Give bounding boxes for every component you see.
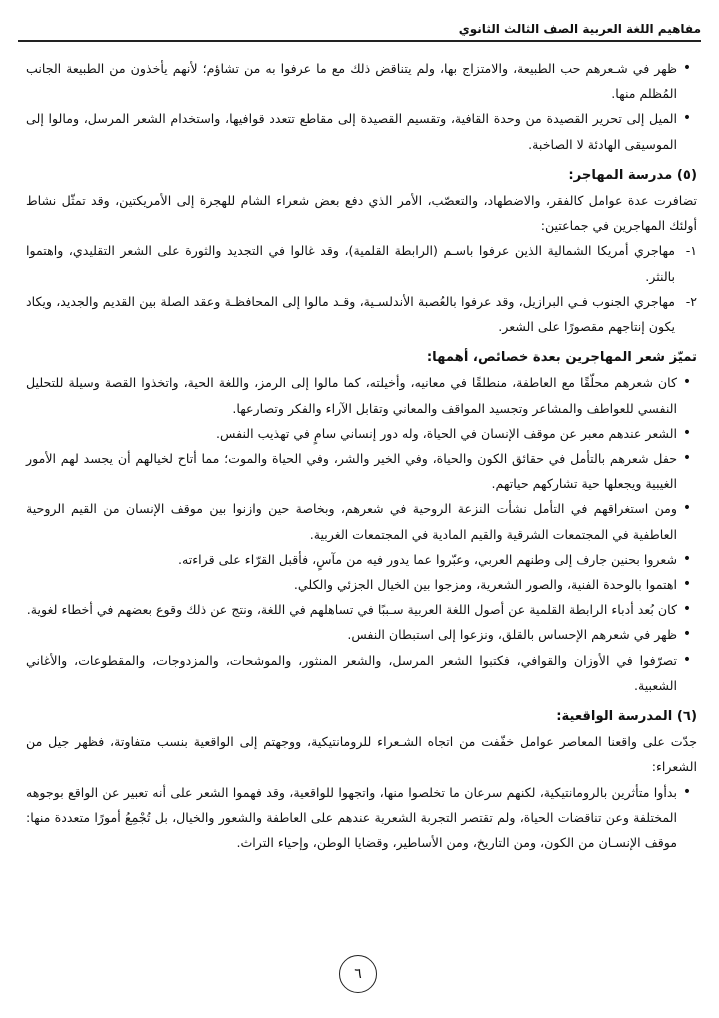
item-number: ١- [685,243,697,259]
bullet-item [26,622,697,647]
bullet-icon: • [682,783,692,800]
page-number: ٦ [339,955,377,993]
bullet-item [26,106,697,156]
bullet-item [26,780,697,856]
bullet-text: ومن استغراقهم في التأمل نشأت النزعة الروحية في شعرهم، وبخاصة حين وازنوا بين موقف الإنسان من القيم الروحية العاطفية في المجتمعات الشرقية والقيم المادية في المجتمعات الغربية. [26,501,677,542]
bullet-text: حفل شعرهم بالتأمل في حقائق الكون والحياة، وفي الخير والشر، وفي الحياة والموت؛ مما أتاح لخيالهم أن يجسد لهم الأمور الغيبية ويجعلها حية تشاركهم حياتهم. [26,451,677,492]
bullet-text: تصرّفوا في الأوزان والقوافي، فكتبوا الشعر المرسل، والشعر المنثور، والموشحات، والمزدوجات، والمقطوعات، والأغاني الشعبية. [26,652,677,693]
section-heading: (٥) مدرسة المهاجر: [568,167,697,183]
bullet-icon: • [682,60,692,76]
bullet-icon: • [682,110,692,127]
bullet-item [26,370,697,420]
bullet-icon: • [682,450,692,467]
bullet-icon: • [682,550,692,567]
features-heading: تميّز شعر المهاجرين بعدة خصائص، أهمها: [426,350,697,366]
bullet-text: الميل إلى تحرير القصيدة من وحدة القافية، وتقسيم القصيدة إلى مقاطع تتعدد قوافيها، واستخدام الشعر المرسل، ومالوا إلى الموسيقى الهادئة لا الصاخبة. [26,111,677,152]
bullet-item [26,421,697,446]
page-header: مفاهيم اللغة العربية الصف الثالث الثانوي [18,22,701,42]
bullet-text: ظهر في شـعرهم حب الطبيعة، والامتزاج بها، ولم يتناقض ذلك مع ما عرفوا به من تشاؤم؛ لأنهم يأخذون من الطبيعة الجانب المُظلم منها. [26,61,677,102]
bullet-text: اهتموا بالوحدة الفنية، والصور الشعرية، ومزجوا بين الخيال الجزئي والكلي. [293,577,677,593]
numbered-item [26,238,697,288]
bullet-icon: • [682,500,692,517]
bullet-icon: • [682,626,692,643]
item-number: ٢- [685,293,697,309]
bullet-item [26,446,697,496]
section-intro: تضافرت عدة عوامل كالفقر، والاضطهاد، والتعصّب، الأمر الذي دفع بعض شعراء الشام للهجرة إلى الأمريكتين، وقد تمثّل نشاط أولئك المهاجرين في جماعتين: [26,193,697,234]
bullet-item [26,648,697,698]
bullet-text: الشعر عندهم معبر عن موقف الإنسان في الحياة، وله دور إنساني سامٍ في تهذيب النفس. [216,425,677,441]
bullet-icon: • [682,601,692,618]
bullet-text: كان بُعد أدباء الرابطة القلمية عن أصول اللغة العربية سـببًا في تساهلهم في اللغة، ونتج عن ذلك وقوع بعضهم في أخطاء لغوية. [26,602,677,618]
bullet-text: ظهر في شعرهم الإحساس بالقلق، ونزعوا إلى استبطان النفس. [347,627,677,643]
bullet-item [26,547,697,572]
bullet-text: شعروا بحنين جارف إلى وطنهم العربي، وعبّروا عما يدور فيه من مآسٍ، فأقبل القرّاء على قراءته. [177,551,677,567]
bullet-text: كان شعرهم محلّقًا مع العاطفة، منطلقًا في معانيه، وأخيلته، كما مالوا إلى الرمز، واللغة الحية، واتخذوا القصة وسيلة للتحليل النفسي للعواطف والمشاعر وتجسيد المواقف والمعاني وتقابل الآراء والفكر وتصارعها. [26,375,677,416]
section-intro: جدّت على واقعنا المعاصر عوامل خفّفت من اتجاه الشـعراء للرومانتيكية، ووجهتم إلى الواقعية بنسب متفاوتة، فظهر جيل من الشعراء: [26,734,697,775]
bullet-item [26,496,697,546]
page-content [26,56,697,855]
bullet-icon: • [682,374,692,391]
bullet-item [26,56,697,106]
numbered-item [26,289,697,339]
bullet-item [26,572,697,597]
bullet-icon: • [682,576,692,593]
item-text: مهاجري أمريكا الشمالية الذين عرفوا باسـم (الرابطة القلمية)، وقد غالوا في التجديد والثورة على الشعر التقليدي، واهتموا بالنثر. [26,243,675,284]
bullet-text: بدأوا متأثرين بالرومانتيكية، لكنهم سرعان ما تخلصوا منها، واتجهوا للواقعية، وقد فهموا الشعر على أنه تعبير عن الواقع بوجوهه المختلفة وعن تناقضات الحياة، ولم تقتصر التجربة الشعرية عندهم على العاطفة والشعور والخيال، بل تُجْمِعُ أمورًا متعددة منها: موقف الإنسـان من الكون، ومن التاريخ، ومن الأساطير، وقضايا الوطن، وإحياء التراث. [26,784,677,851]
bullet-icon: • [682,424,692,441]
bullet-icon: • [682,651,692,668]
item-text: مهاجري الجنوب فـي البرازيل، وقد عرفوا بالعُصبة الأندلسـية، وقـد مالوا إلى المحافظـة وعقد الصلة بين القديم والجديد، ويكاد يكون إنتاجهم مقصورًا على الشعر. [26,293,675,335]
section-heading: (٦) المدرسة الواقعية: [556,709,697,725]
bullet-item [26,597,697,622]
